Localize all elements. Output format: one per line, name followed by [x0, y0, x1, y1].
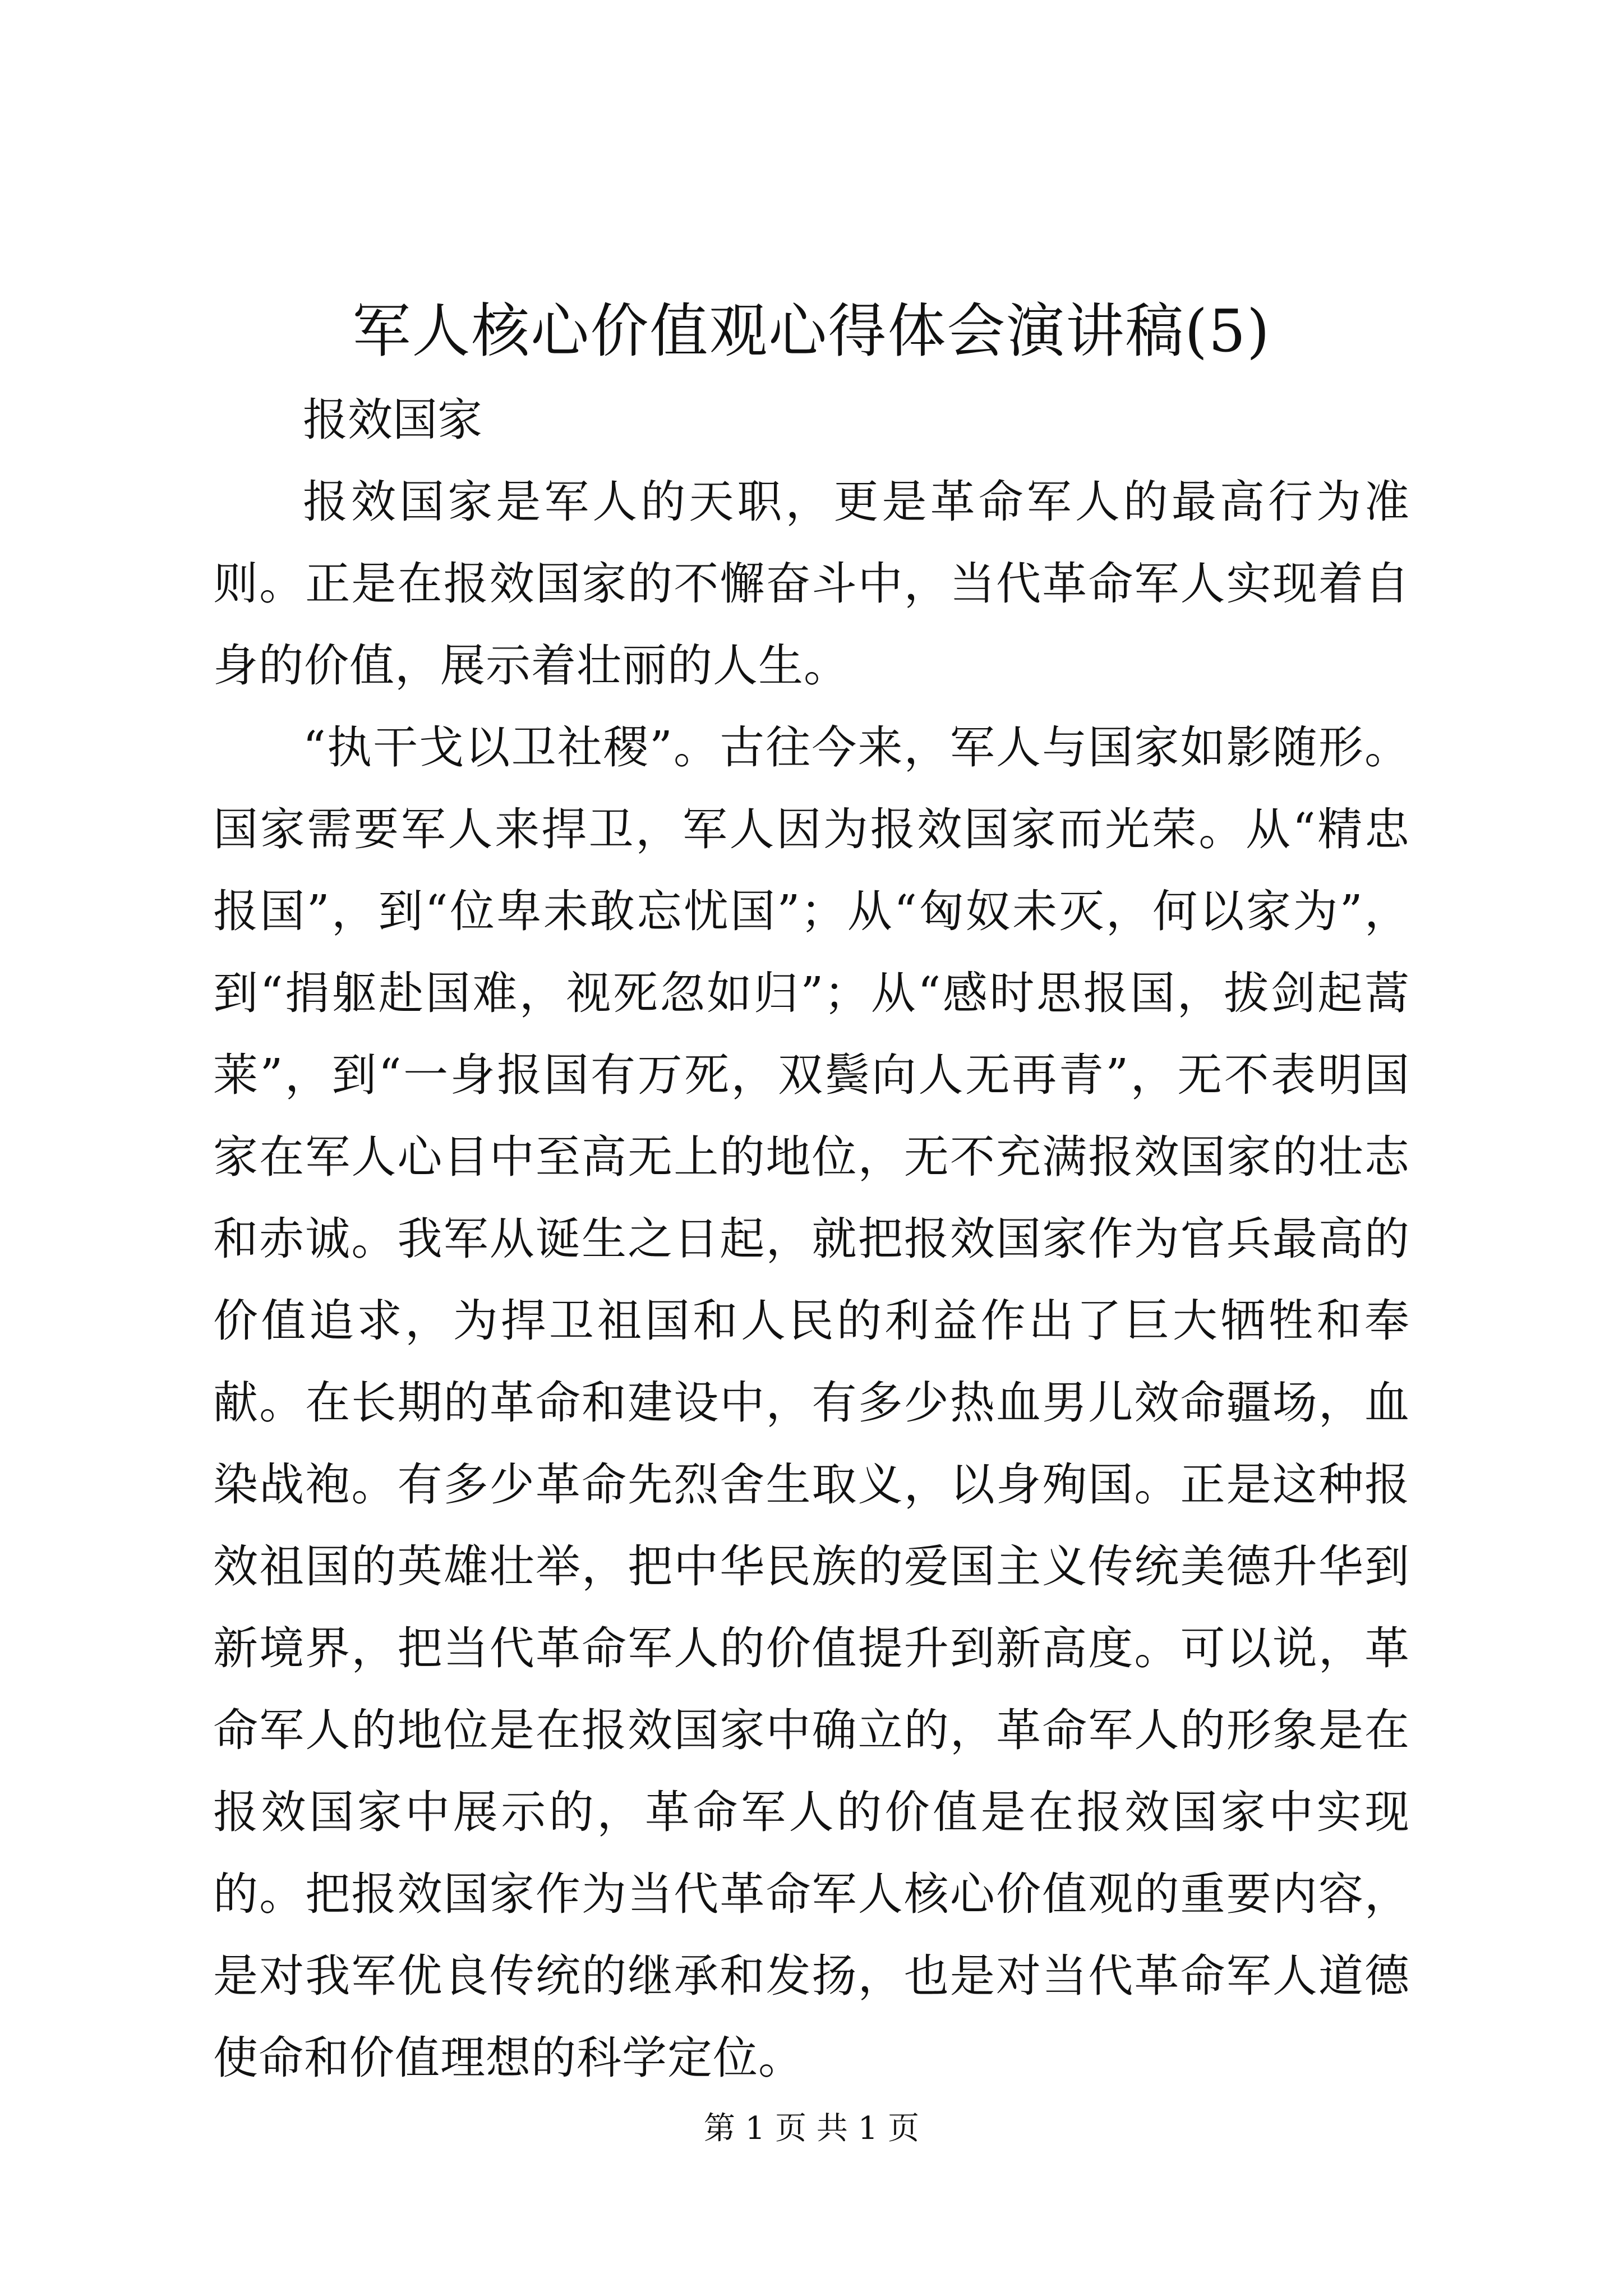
document-title: 军人核心价值观心得体会演讲稿(5) — [352, 297, 1271, 365]
section-heading: 报效国家 — [303, 394, 482, 446]
document-body — [213, 379, 1410, 2099]
paragraph-intro: 报效国家是军人的天职，更是革命军人的最高行为准则。正是在报效国家的不懈奋斗中，当代革命军人实现着自身的价值，展示着壮丽的人生。 — [213, 476, 1410, 692]
page-footer: 第 1 页 共 1 页 — [703, 2110, 920, 2147]
paragraph-main: “执干戈以卫社稷”。古往今来，军人与国家如影随形。国家需要军人来捍卫，军人因为报效国家而光荣。从“精忠报国”，到“位卑未敢忘忧国”；从“匈奴未灭，何以家为”，到“捐躯赴国难，视死忽如归”；从“感时思报国，拔剑起蒿莱”，到“一身报国有万死，双鬓向人无再青”，无不表明国家在军人心目中至高无上的地位，无不充满报效国家的壮志和赤诚。我军从诞生之日起，就把报效国家作为官兵最高的价值追求，为捍卫祖国和人民的利益作出了巨大牺牲和奉献。在长期的革命和建设中，有多少热血男儿效命疆场，血染战袍。有多少革命先烈舍生取义，以身殉国。正是这种报效祖国的英雄壮举，把中华民族的爱国主义传统美德升华到新境界，把当代革命军人的价值提升到新高度。可以说，革命军人的地位是在报效国家中确立的，革命军人的形象是在报效国家中展示的，革命军人的价值是在报效国家中实现的。把报效国家作为当代革命军人核心价值观的重要内容，是对我军优良传统的继承和发扬，也是对当代革命军人道德使命和价值理想的科学定位。 — [213, 721, 1410, 2084]
